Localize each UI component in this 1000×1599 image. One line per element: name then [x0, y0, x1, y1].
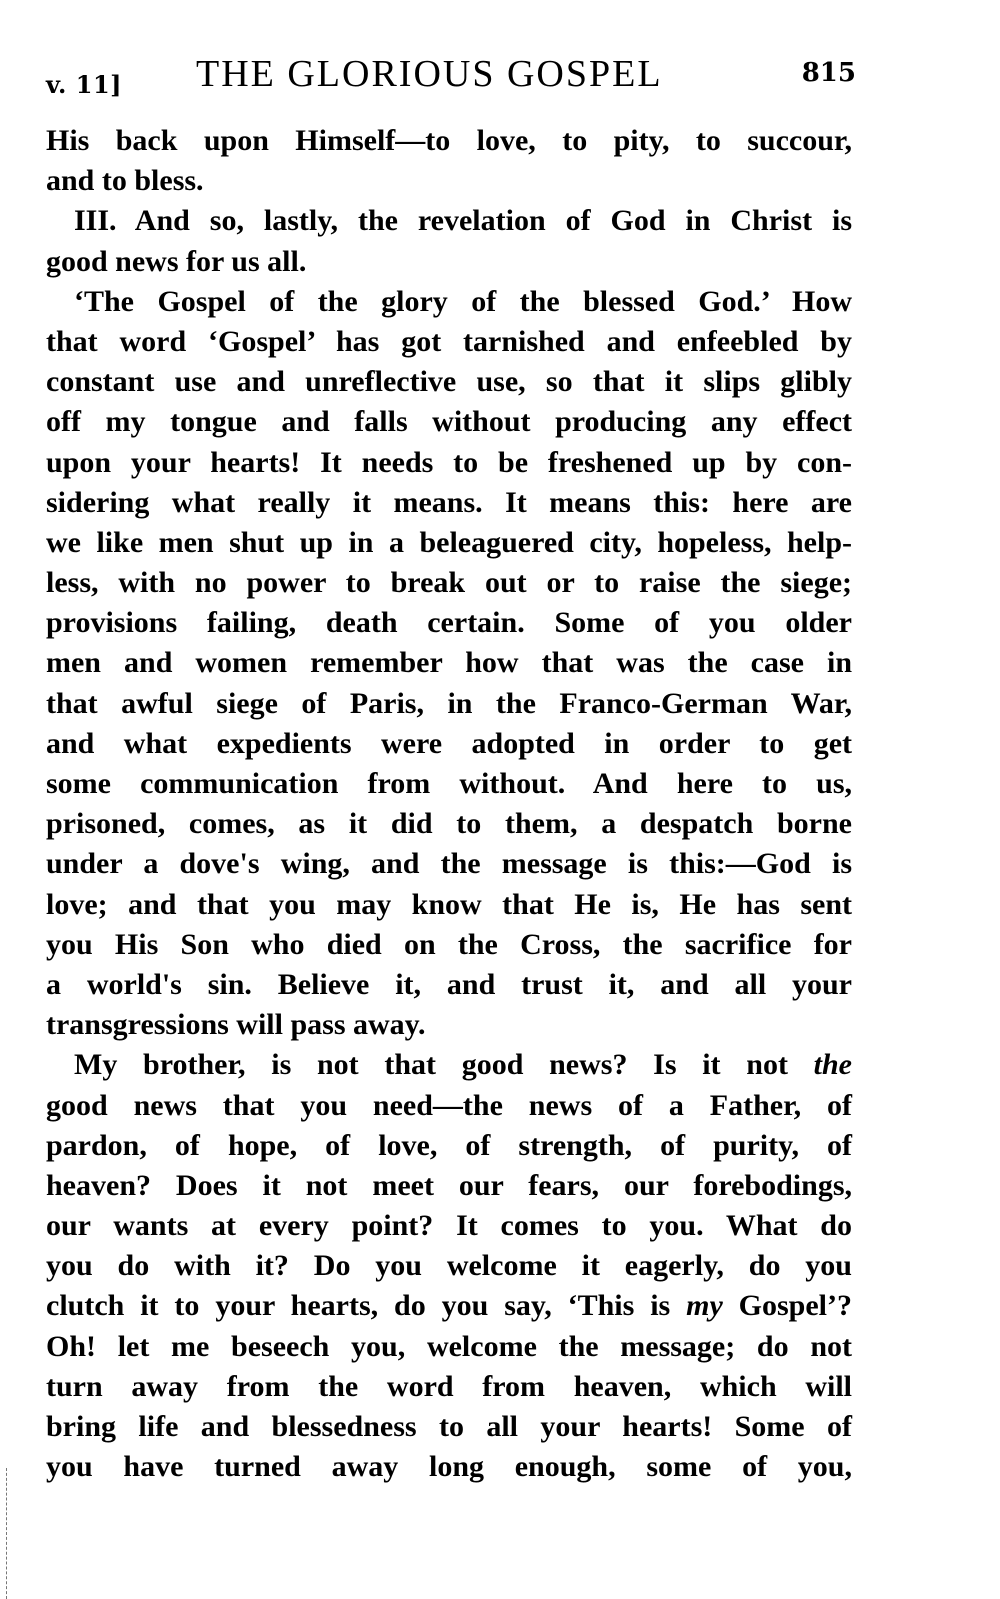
text-line: bring life and blessedness to all your hearts! Some of [46, 1410, 852, 1443]
text-line: and to bless. [46, 164, 204, 198]
text-line: turn away from the word from heaven, which will [46, 1369, 852, 1403]
text-line: good news for us all. [46, 244, 307, 278]
text-line: sidering what really it means. It means this: here are [46, 485, 852, 519]
page-number: 815 [801, 58, 856, 88]
text-line: off my tongue and falls without producing any effect [46, 405, 852, 439]
text-line: My brother, is not that good news? Is it not the [74, 1048, 852, 1082]
text-line: ‘The Gospel of the glory of the blessed God.’ How [74, 284, 852, 318]
text-lines [46, 121, 852, 1045]
chapter-verse-ref: v. 11] [46, 70, 122, 99]
text-line: upon your hearts! It needs to be freshened up by con- [46, 445, 852, 479]
text-line: III. And so, lastly, the revelation of God in Christ is [74, 204, 852, 238]
text-line: prisoned, comes, as it did to them, a despatch borne [46, 807, 852, 841]
text-line: that word ‘Gospel’ has got tarnished and enfeebled by [46, 324, 852, 358]
italic-word: the [813, 1048, 852, 1082]
text-line: our wants at every point? It comes to you. What do [46, 1209, 852, 1243]
text-line: clutch it to your hearts, do you say, ‘This is my Gospel’? [46, 1289, 852, 1323]
text-line: you do with it? Do you welcome it eagerly, do you [46, 1249, 852, 1283]
italic-word: my [686, 1289, 723, 1323]
text-line: pardon, of hope, of love, of strength, of purity, of [46, 1128, 852, 1162]
text-line: less, with no power to break out or to raise the siege; [46, 566, 852, 600]
text-line: and what expedients were adopted in order to get [46, 726, 852, 760]
text-line: heaven? Does it not meet our fears, our forebodings, [46, 1168, 852, 1202]
body-text [46, 121, 852, 1487]
text-line: transgressions will pass away. [46, 1008, 426, 1042]
text-line: under a dove's wing, and the message is this:—God is [46, 847, 852, 881]
text-line: you have turned away long enough, some of you, [46, 1450, 852, 1484]
text-line: Oh! let me beseech you, welcome the message; do not [46, 1329, 852, 1363]
text-line: provisions failing, death certain. Some of you older [46, 606, 852, 640]
text-line: some communication from without. And here to us, [46, 767, 852, 800]
text-line: constant use and unreflective use, so that it slips glibly [46, 365, 852, 399]
text-line: a world's sin. Believe it, and trust it, and all your [46, 967, 852, 1001]
page-title: THE GLORIOUS GOSPEL [196, 53, 663, 95]
scan-edge-mark [6, 1468, 8, 1599]
text-line: that awful siege of Paris, in the Franco-German War, [46, 686, 852, 720]
text-line: men and women remember how that was the case in [46, 646, 852, 680]
text-line: good news that you need—the news of a Father, of [46, 1088, 852, 1122]
text-line: His back upon Himself—to love, to pity, to succour, [46, 124, 852, 157]
running-head [46, 52, 856, 98]
text-line: love; and that you may know that He is, He has sent [46, 887, 852, 921]
text-line: you His Son who died on the Cross, the sacrifice for [46, 927, 852, 961]
text-line: we like men shut up in a beleaguered city, hopeless, help- [46, 525, 852, 559]
